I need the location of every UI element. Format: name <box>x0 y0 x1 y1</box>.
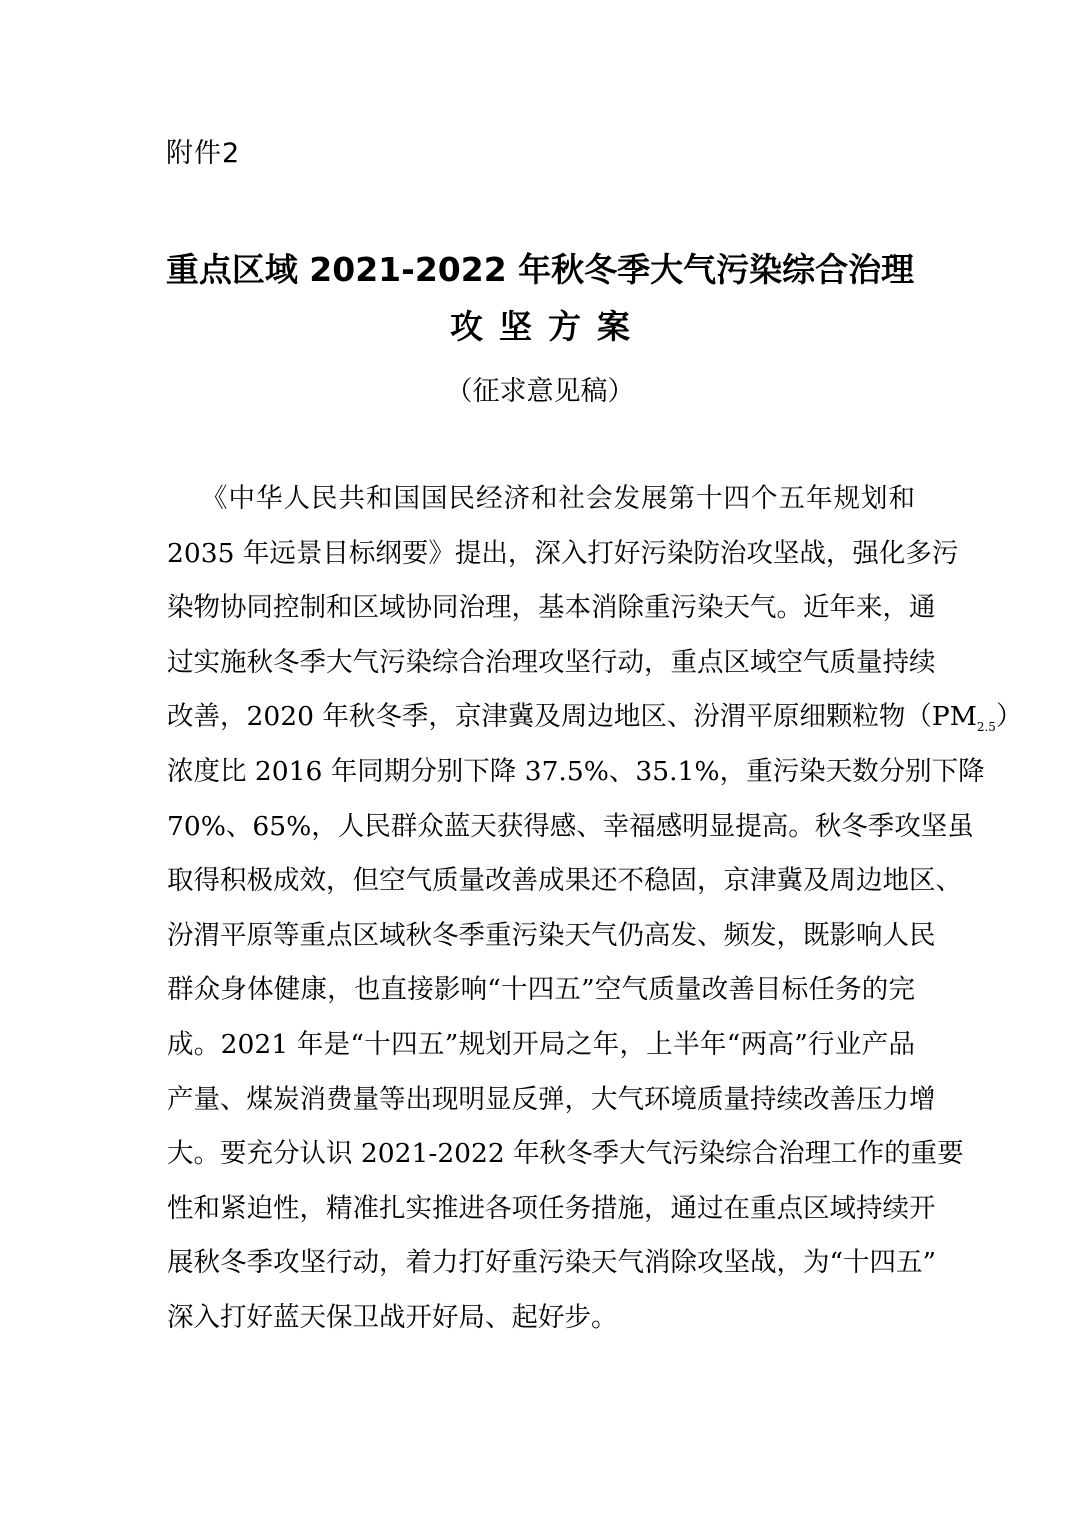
paragraph-line: 取得积极成效，但空气质量改善成果还不稳固，京津冀及周边地区、 <box>167 865 962 897</box>
attachment-label: 附件2 <box>166 138 241 169</box>
paragraph-line: 大。要充分认识 2021-2022 年秋冬季大气污染综合治理工作的重要 <box>167 1138 964 1170</box>
body-paragraph <box>167 472 1023 1346</box>
pm-close-paren: ） <box>995 701 1023 733</box>
document-title-line-1: 重点区域 2021-2022 年秋冬季大气污染综合治理 <box>165 250 915 289</box>
paragraph-line: 展秋冬季攻坚行动，着力打好重污染天气消除攻坚战，为“十四五” <box>167 1247 937 1279</box>
paragraph-line: 浓度比 2016 年同期分别下降 37.5%、35.1%，重污染天数分别下降 <box>167 755 985 787</box>
paragraph-line: 产量、煤炭消费量等出现明显反弹，大气环境质量持续改善压力增 <box>167 1083 936 1115</box>
paragraph-line: 汾渭平原等重点区域秋冬季重污染天气仍高发、频发，既影响人民 <box>167 919 936 951</box>
pm-subscript: 2.5 <box>976 720 996 735</box>
paragraph-line: 染物协同控制和区域协同治理，基本消除重污染天气。近年来，通 <box>167 592 936 624</box>
document-subtitle: （征求意见稿） <box>445 376 635 407</box>
paragraph-line-pm <box>167 690 1023 745</box>
paragraph-line: 2035 年远景目标纲要》提出，深入打好污染防治攻坚战，强化多污 <box>167 537 959 569</box>
paragraph-line: 70%、65%，人民群众蓝天获得感、幸福感明显提高。秋冬季攻坚虽 <box>167 810 974 842</box>
paragraph-line-pm-text: 改善，2020 年秋冬季，京津冀及周边地区、汾渭平原细颗粒物（PM <box>167 701 977 733</box>
paragraph-line: 成。2021 年是“十四五”规划开局之年，上半年“两高”行业产品 <box>167 1028 915 1060</box>
paragraph-line: 过实施秋冬季大气污染综合治理攻坚行动，重点区域空气质量持续 <box>167 646 936 678</box>
paragraph-line: 《中华人民共和国国民经济和社会发展第十四个五年规划和 <box>201 483 915 514</box>
paragraph-line: 群众身体健康，也直接影响“十四五”空气质量改善目标任务的完 <box>167 974 915 1006</box>
paragraph-line: 性和紧迫性，精准扎实推进各项任务措施，通过在重点区域持续开 <box>167 1192 936 1224</box>
document-title-line-2: 攻坚方案 <box>450 307 646 346</box>
paragraph-line: 深入打好蓝天保卫战开好局、起好步。 <box>167 1301 618 1333</box>
